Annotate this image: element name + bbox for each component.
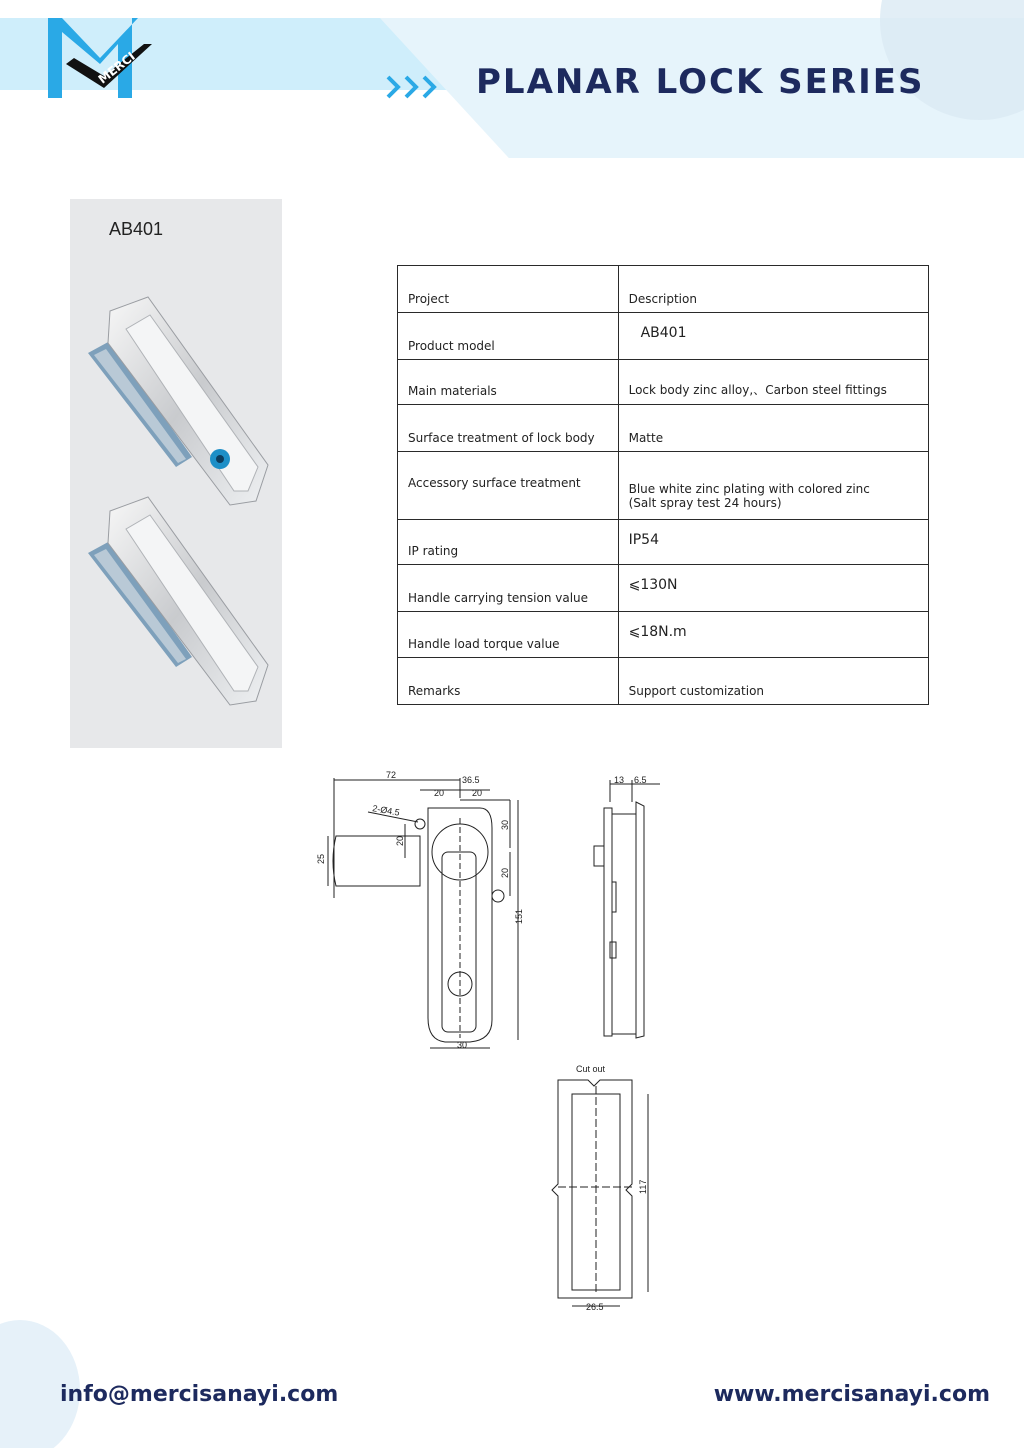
dim-label: 26.5 bbox=[586, 1302, 604, 1312]
row-label: Remarks bbox=[398, 658, 619, 705]
row-label: Handle load torque value bbox=[398, 612, 619, 658]
chevrons-icon bbox=[384, 72, 444, 102]
row-label: Handle carrying tension value bbox=[398, 565, 619, 612]
dim-label: 20 bbox=[500, 867, 510, 878]
side-view-drawing bbox=[590, 772, 670, 1042]
dim-label: 30 bbox=[457, 1040, 468, 1050]
table-row bbox=[398, 612, 929, 658]
dim-label: 2-Ø4.5 bbox=[371, 803, 401, 818]
dim-label: 151 bbox=[514, 908, 524, 924]
merci-logo bbox=[48, 18, 152, 100]
header-cell: Project bbox=[398, 266, 619, 313]
page-title: PLANAR LOCK SERIES bbox=[476, 62, 925, 102]
row-value: ⩽18N.m bbox=[618, 612, 928, 658]
cutout-label: Cut out bbox=[576, 1064, 606, 1074]
table-row bbox=[398, 565, 929, 612]
spec-table bbox=[397, 265, 929, 705]
dim-label: 36.5 bbox=[462, 775, 480, 785]
row-value bbox=[618, 452, 928, 520]
dim-label: 13 bbox=[614, 775, 625, 785]
table-row bbox=[398, 405, 929, 452]
logo-text: MERCI bbox=[95, 49, 138, 87]
dim-label: 72 bbox=[386, 770, 397, 780]
table-row bbox=[398, 360, 929, 405]
row-value: ⩽130N bbox=[618, 565, 928, 612]
table-row bbox=[398, 452, 929, 520]
row-value: IP54 bbox=[618, 520, 928, 565]
dim-label: 20 bbox=[434, 788, 445, 798]
cutout-drawing bbox=[548, 1062, 658, 1314]
lock-handle-image-1 bbox=[80, 291, 270, 511]
table-row bbox=[398, 520, 929, 565]
row-label: Main materials bbox=[398, 360, 619, 405]
row-value: Lock body zinc alloy,、Carbon steel fittings bbox=[618, 360, 928, 405]
table-row bbox=[398, 658, 929, 705]
dim-label: 20 bbox=[472, 788, 483, 798]
row-label: Accessory surface treatment bbox=[398, 452, 619, 520]
row-label: Product model bbox=[398, 313, 619, 360]
row-label: IP rating bbox=[398, 520, 619, 565]
dim-label: 25 bbox=[316, 853, 326, 864]
dim-label: 117 bbox=[638, 1179, 648, 1194]
table-header-row bbox=[398, 266, 929, 313]
row-value: Matte bbox=[618, 405, 928, 452]
row-value-line: (Salt spray test 24 hours) bbox=[628, 496, 782, 510]
contact-email[interactable]: info@mercisanayi.com bbox=[60, 1382, 339, 1407]
row-label: Surface treatment of lock body bbox=[398, 405, 619, 452]
dim-label: 20 bbox=[395, 835, 405, 846]
row-value-line: Blue white zinc plating with colored zinc bbox=[628, 482, 870, 496]
row-value: AB401 bbox=[618, 313, 928, 360]
dim-label: 30 bbox=[500, 819, 510, 830]
table-row bbox=[398, 313, 929, 360]
row-value: Support customization bbox=[618, 658, 928, 705]
product-panel bbox=[70, 199, 282, 748]
front-view-drawing bbox=[310, 768, 540, 1058]
header-cell: Description bbox=[618, 266, 928, 313]
lock-handle-image-2 bbox=[80, 491, 270, 711]
product-model-label: AB401 bbox=[109, 219, 164, 239]
dim-label: 6.5 bbox=[634, 775, 647, 785]
website-link[interactable]: www.mercisanayi.com bbox=[713, 1382, 990, 1407]
